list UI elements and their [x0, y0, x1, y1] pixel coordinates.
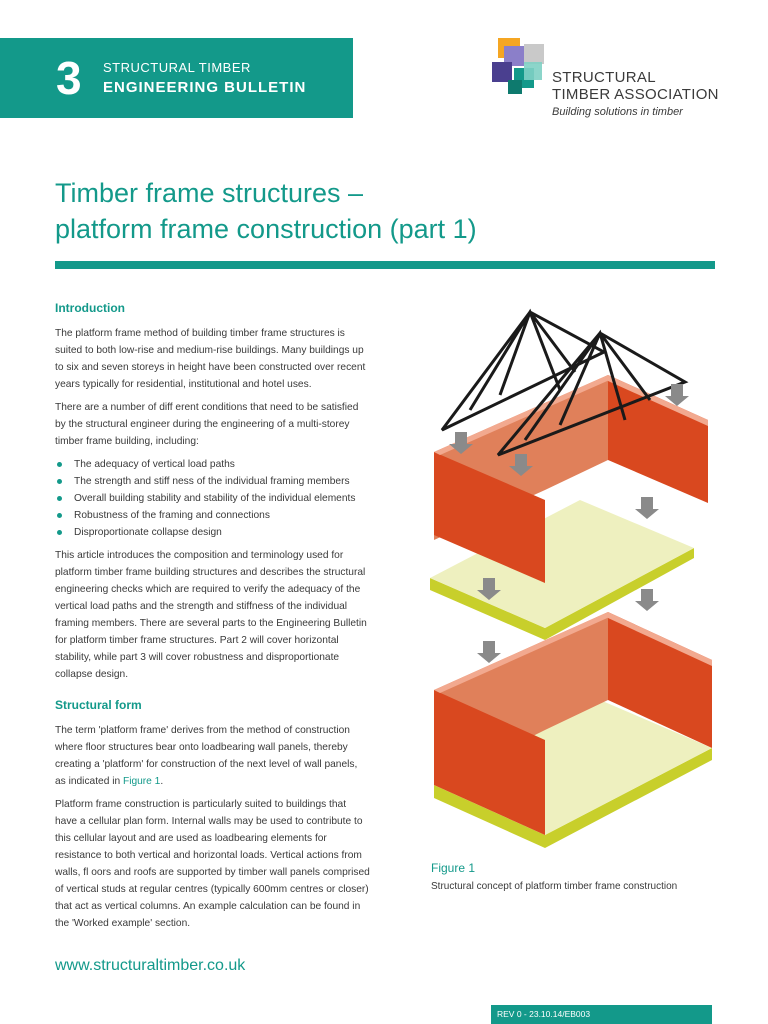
- down-arrow-icon: [635, 497, 659, 519]
- figure-1-link[interactable]: Figure 1: [122, 776, 161, 787]
- logo-name-line1: STRUCTURAL: [552, 69, 656, 86]
- list-item: Overall building stability and stability of the individual elements: [55, 490, 370, 507]
- article-column: [55, 300, 370, 938]
- title-line1: Timber frame structures –: [55, 178, 364, 208]
- intro-heading: Introduction: [55, 301, 125, 315]
- intro-paragraph-1: The platform frame method of building timber frame structures is suited to both low-rise and medium-rise buildings. Many buildings up to six and seven storeys in height have been constructed over recent years typically for residential, institutional and hotel uses.: [55, 328, 366, 390]
- upper-back-wall-right: [608, 375, 708, 503]
- figure-label: Figure 1: [431, 861, 476, 875]
- bulletin-number: 3: [56, 52, 82, 104]
- title-divider: [55, 261, 715, 269]
- structural-form-paragraph-2: Platform frame construction is particularly suited to buildings that have a cellular plan form. Internal walls may be used to contribute to this cellular layout and are used as loadbearing elements for resistance to both vertical and horizontal loads. Vertical actions from walls, fl oors and roofs are supported by timber wall panels comprised of vertical studs at regular centres (typically 600mm centres or closer) that act as vertical columns. An example calculation can be found in the 'Worked example' section.: [55, 799, 370, 929]
- down-arrow-icon: [477, 641, 501, 663]
- website-link[interactable]: www.structuraltimber.co.uk: [55, 957, 246, 974]
- lower-storey: [434, 612, 712, 848]
- sta-logo-mark: [490, 36, 552, 102]
- sf-p1-end: .: [160, 776, 164, 787]
- down-arrow-icon: [635, 589, 659, 611]
- bulletin-series: STRUCTURAL TIMBER: [103, 60, 251, 75]
- logo-cube-dark-teal: [508, 80, 522, 94]
- intro-paragraph-3: This article introduces the composition and terminology used for platform timber frame building structures and describes the structural engineering checks which are required to verify the adequacy of the vertical load paths and the strength and stiffness of the individual framing members. There are several parts to the Engineering Bulletin for platform timber frame structures. Part 2 will cover horizontal stability, while part 3 will cover robustness and disproportionate collapse design.: [55, 550, 367, 680]
- bulletin-type: ENGINEERING BULLETIN: [103, 79, 307, 96]
- logo-tagline: Building solutions in timber: [552, 106, 683, 118]
- list-item: The adequacy of vertical load paths: [55, 456, 370, 473]
- title-line2: platform frame construction (part 1): [55, 214, 477, 244]
- platform-frame-illustration: [398, 300, 734, 860]
- logo-cube-grey: [524, 44, 544, 64]
- figure-caption: Structural concept of platform timber frame construction: [431, 881, 678, 892]
- list-item: Disproportionate collapse design: [55, 524, 370, 541]
- logo-name-line2: TIMBER ASSOCIATION: [552, 86, 719, 103]
- conditions-list: [55, 456, 370, 541]
- logo-cube-mint: [524, 62, 542, 80]
- logo-cube-purple: [492, 62, 512, 82]
- structural-form-heading: Structural form: [55, 698, 142, 712]
- sta-logo: [490, 36, 740, 126]
- intro-paragraph-2: There are a number of diff erent conditions that need to be satisfied by the structural engineer during the engineering of a multi-storey timber frame building, including:: [55, 402, 359, 447]
- structural-form-paragraph-1: [55, 722, 370, 790]
- revision-tag: REV 0 - 23.10.14/EB003: [491, 1005, 712, 1024]
- logo-wordmark: [552, 69, 719, 103]
- sf-p1-text: The term 'platform frame' derives from the method of construction where floor structures bear onto loadbearing wall panels, thereby creating a 'platform' for construction of the next level of wall panels, as indicated in: [55, 725, 358, 787]
- list-item: The strength and stiff ness of the individual framing members: [55, 473, 370, 490]
- bulletin-banner: [0, 38, 353, 118]
- page-title: [55, 175, 715, 247]
- list-item: Robustness of the framing and connections: [55, 507, 370, 524]
